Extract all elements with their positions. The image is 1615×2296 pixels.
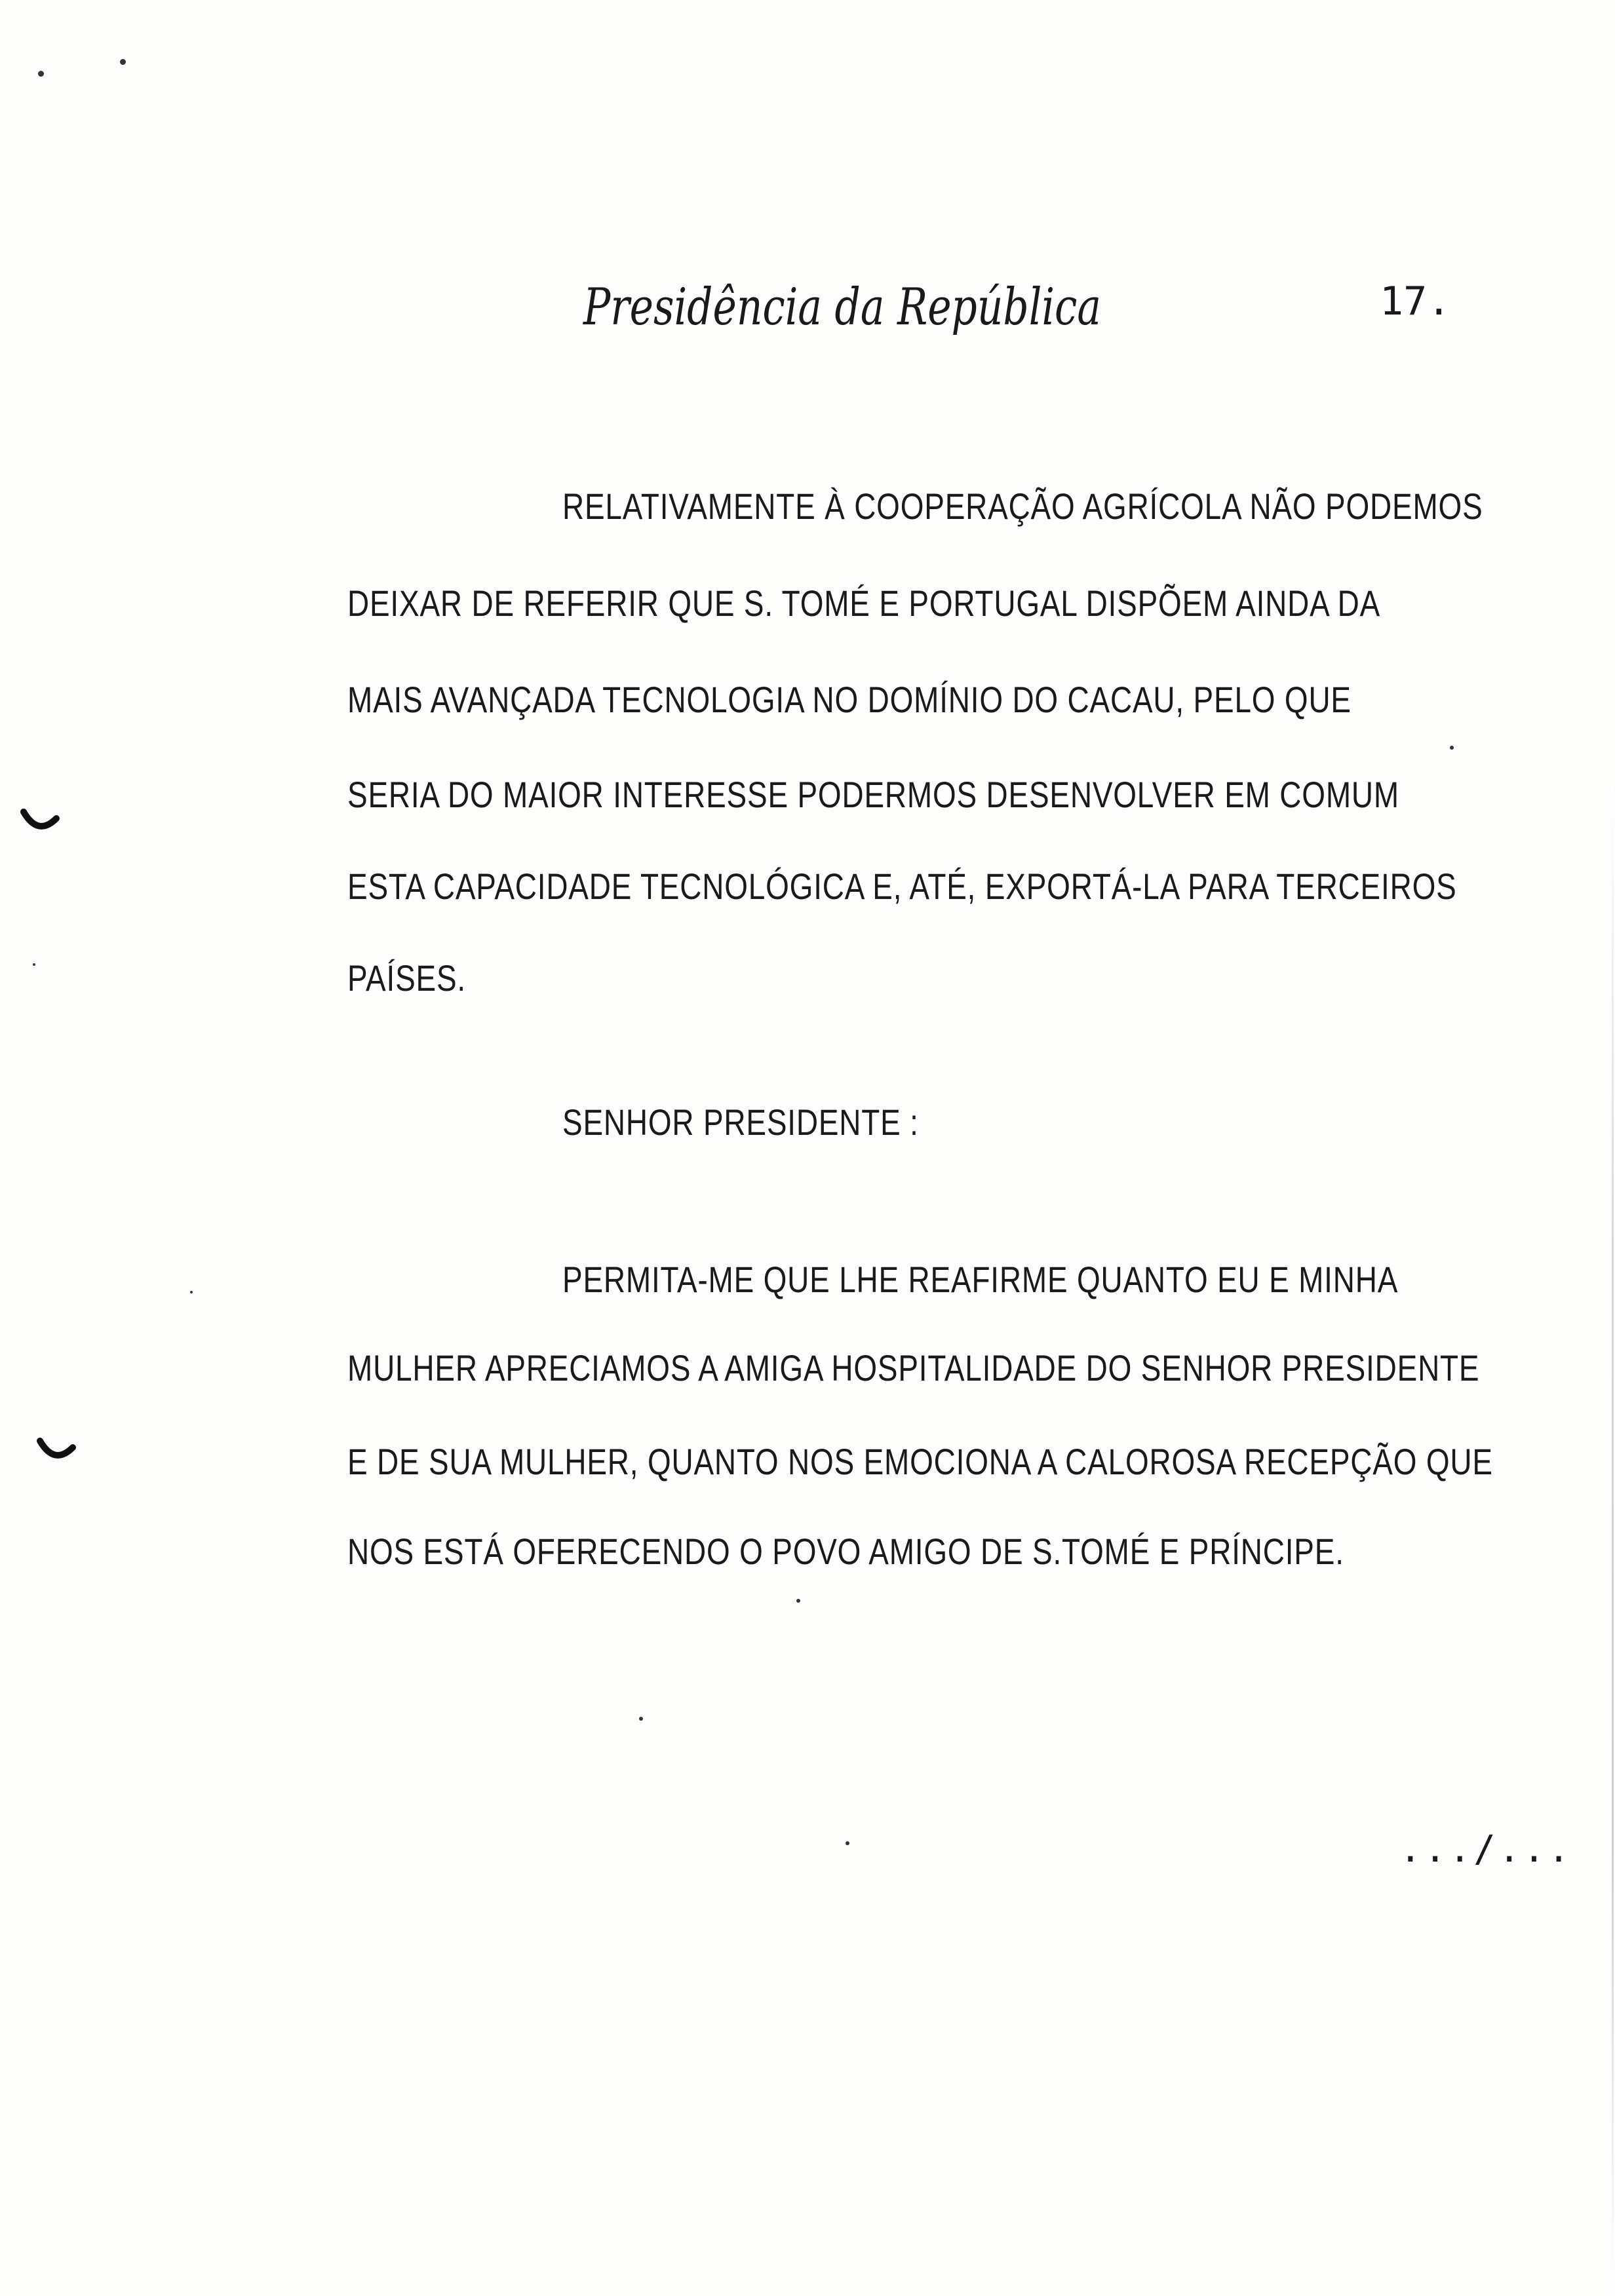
letterhead-script-image [577,262,1114,354]
letterhead [577,262,1114,354]
page-edge-shadow [1612,786,1614,2293]
paragraph-1-line-2: DEIXAR DE REFERIR QUE S. TOMÉ E PORTUGAL DISPÕEM AINDA DA [347,583,1381,624]
scan-speck [1450,746,1454,750]
scan-speck [38,71,44,77]
paragraph-1-line-4: SERIA DO MAIOR INTERESSE PODERMOS DESENVOLVER EM COMUM [347,774,1399,815]
paragraph-1-line-5: ESTA CAPACIDADE TECNOLÓGICA E, ATÉ, EXPORTÁ-LA PARA TERCEIROS [347,866,1457,907]
scan-speck [796,1599,800,1603]
scan-speck [120,59,126,65]
paragraph-1-line-6: PAÍSES. [347,957,466,999]
paragraph-2-line-2: MULHER APRECIAMOS A AMIGA HOSPITALIDADE DO SENHOR PRESIDENTE [347,1347,1480,1388]
svg-text:Presidência da República: Presidência da República [582,278,1101,337]
paragraph-1-line-3: MAIS AVANÇADA TECNOLOGIA NO DOMÍNIO DO CACAU, PELO QUE [347,679,1352,720]
scan-speck [639,1717,643,1721]
scan-speck [33,963,35,966]
punch-hole-mark-lower [36,1432,75,1471]
scan-speck [190,1291,193,1293]
salutation: SENHOR PRESIDENTE : [562,1101,919,1143]
punch-hole-mark-upper [20,803,59,842]
scan-speck [846,1841,849,1845]
paragraph-2-line-3: E DE SUA MULHER, QUANTO NOS EMOCIONA A CALOROSA RECEPÇÃO QUE [347,1441,1493,1482]
paragraph-2-line-4: NOS ESTÁ OFERECENDO O POVO AMIGO DE S.TOMÉ E PRÍNCIPE. [347,1531,1344,1572]
page-number: 17. [1380,278,1451,324]
continuation-mark: .../... [1399,1828,1573,1871]
paragraph-2-line-1: PERMITA-ME QUE LHE REAFIRME QUANTO EU E MINHA [562,1259,1399,1300]
paragraph-1-line-1: RELATIVAMENTE À COOPERAÇÃO AGRÍCOLA NÃO PODEMOS [562,486,1483,527]
